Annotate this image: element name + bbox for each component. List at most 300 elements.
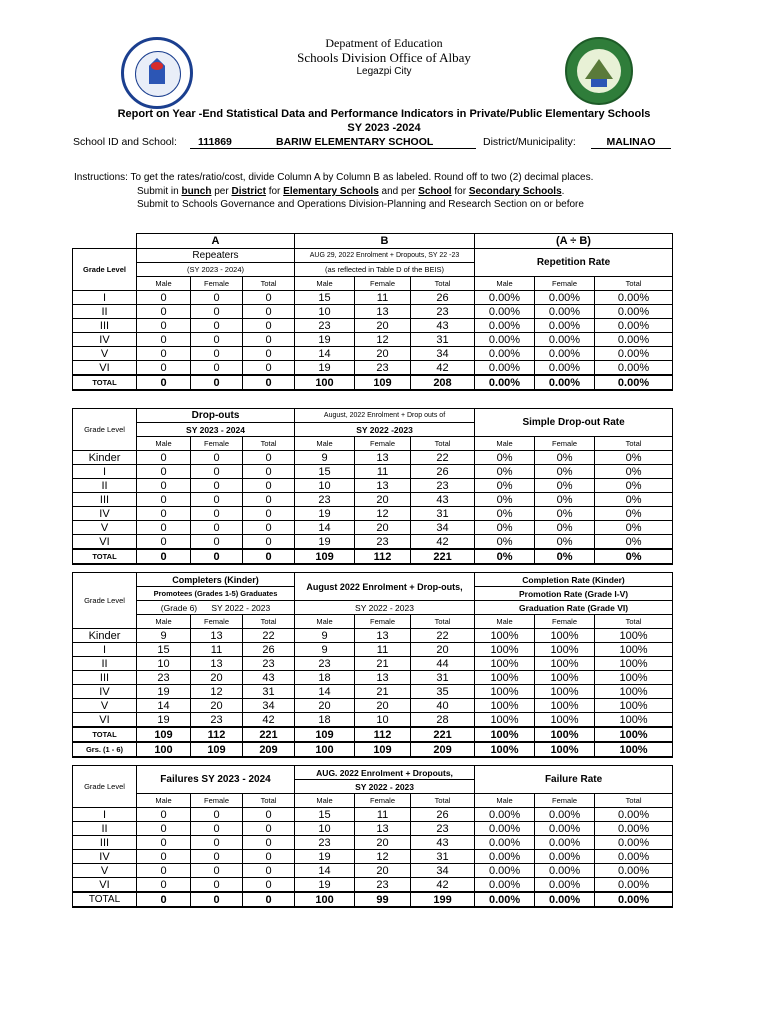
value-cell: 0: [191, 333, 243, 347]
value-cell: 0: [243, 319, 295, 333]
value-cell: 112: [191, 727, 243, 742]
value-cell: 0: [137, 319, 191, 333]
table-row: [73, 808, 673, 822]
value-cell: 0.00%: [535, 347, 595, 361]
table-row: [73, 305, 673, 319]
grade-cell: IV: [73, 850, 137, 864]
value-cell: 0.00%: [595, 864, 673, 878]
total-row: [73, 742, 673, 757]
value-cell: 0: [243, 347, 295, 361]
value-cell: 0: [243, 892, 295, 907]
subheader-male: Male: [295, 277, 355, 291]
enrolment-sy: SY 2022 - 2023: [295, 780, 475, 794]
value-cell: 13: [191, 629, 243, 643]
value-cell: 0%: [595, 535, 673, 550]
value-cell: 20: [355, 347, 411, 361]
value-cell: 42: [411, 361, 475, 376]
value-cell: 43: [411, 493, 475, 507]
value-cell: 0: [243, 535, 295, 550]
enrolment-label: August 2022 Enrolment + Drop-outs,: [295, 573, 475, 601]
value-cell: 109: [355, 375, 411, 390]
value-cell: 0: [191, 493, 243, 507]
value-cell: 28: [411, 713, 475, 728]
value-cell: 0%: [475, 465, 535, 479]
value-cell: 99: [355, 892, 411, 907]
value-cell: 0: [191, 850, 243, 864]
value-cell: 0.00%: [535, 361, 595, 376]
grade-cell: IV: [73, 333, 137, 347]
value-cell: 0.00%: [475, 850, 535, 864]
value-cell: 100: [295, 375, 355, 390]
value-cell: 13: [355, 822, 411, 836]
grade-cell: V: [73, 521, 137, 535]
value-cell: 34: [411, 521, 475, 535]
value-cell: 44: [411, 657, 475, 671]
value-cell: 0.00%: [595, 878, 673, 893]
enrolment-label: AUG. 2022 Enrolment + Dropouts,: [295, 766, 475, 780]
value-cell: 18: [295, 671, 355, 685]
value-cell: 109: [191, 742, 243, 757]
value-cell: 100%: [535, 643, 595, 657]
value-cell: 0.00%: [595, 319, 673, 333]
value-cell: 100%: [475, 685, 535, 699]
value-cell: 0.00%: [535, 878, 595, 893]
value-cell: 100%: [595, 713, 673, 728]
value-cell: 100%: [475, 671, 535, 685]
value-cell: 208: [411, 375, 475, 390]
value-cell: 221: [411, 549, 475, 564]
value-cell: 20: [355, 864, 411, 878]
subheader-female: Female: [191, 794, 243, 808]
value-cell: 0%: [535, 479, 595, 493]
value-cell: 0.00%: [535, 808, 595, 822]
grade-level-label: Grade Level: [73, 573, 137, 629]
subheader-total: Total: [411, 615, 475, 629]
subheader-female: Female: [191, 615, 243, 629]
grade-cell: Kinder: [73, 451, 137, 465]
school-id: 111869: [190, 136, 278, 149]
value-cell: 10: [137, 657, 191, 671]
sub-header-row: [73, 794, 673, 808]
table-row: [73, 643, 673, 657]
value-cell: 23: [295, 319, 355, 333]
value-cell: 100%: [475, 643, 535, 657]
dropout-body: [73, 451, 673, 565]
subheader-male: Male: [137, 794, 191, 808]
value-cell: 0.00%: [595, 347, 673, 361]
grade-cell: TOTAL: [73, 892, 137, 907]
value-cell: 0: [243, 836, 295, 850]
subheader-female: Female: [355, 794, 411, 808]
value-cell: 13: [355, 629, 411, 643]
grade-cell: II: [73, 822, 137, 836]
dropout-table: [72, 408, 673, 565]
value-cell: 0: [191, 808, 243, 822]
grade-cell: VI: [73, 713, 137, 728]
value-cell: 199: [411, 892, 475, 907]
value-cell: 0%: [595, 451, 673, 465]
value-cell: 109: [137, 727, 191, 742]
value-cell: 0.00%: [535, 375, 595, 390]
value-cell: 10: [295, 822, 355, 836]
value-cell: 13: [191, 657, 243, 671]
subheader-female: Female: [355, 615, 411, 629]
value-cell: 0.00%: [535, 836, 595, 850]
value-cell: 0: [137, 521, 191, 535]
value-cell: 0: [191, 465, 243, 479]
value-cell: 0: [137, 836, 191, 850]
value-cell: 0: [191, 375, 243, 390]
failure-table: [72, 765, 673, 908]
value-cell: 12: [355, 333, 411, 347]
value-cell: 19: [295, 535, 355, 550]
value-cell: 0: [137, 361, 191, 376]
grade-cell: I: [73, 643, 137, 657]
value-cell: 0.00%: [475, 892, 535, 907]
subheader-total: Total: [411, 794, 475, 808]
value-cell: 0.00%: [535, 892, 595, 907]
graduation-rate-label: Graduation Rate (Grade VI): [475, 601, 673, 615]
value-cell: 14: [295, 685, 355, 699]
grade-cell: III: [73, 671, 137, 685]
value-cell: 10: [355, 713, 411, 728]
value-cell: 0.00%: [475, 878, 535, 893]
value-cell: 100%: [595, 629, 673, 643]
value-cell: 0: [137, 878, 191, 893]
value-cell: 0%: [535, 493, 595, 507]
value-cell: 0.00%: [475, 822, 535, 836]
dropouts-label: Drop-outs: [137, 409, 295, 423]
district-value: MALINAO: [591, 136, 671, 149]
value-cell: 0.00%: [595, 850, 673, 864]
value-cell: 0%: [475, 451, 535, 465]
value-cell: 23: [411, 305, 475, 319]
value-cell: 0: [191, 822, 243, 836]
value-cell: 0.00%: [595, 333, 673, 347]
school-label: School ID and School:: [73, 136, 177, 148]
value-cell: 0: [191, 305, 243, 319]
value-cell: 0: [243, 333, 295, 347]
subheader-male: Male: [295, 615, 355, 629]
repetition-body: [73, 291, 673, 391]
value-cell: 109: [355, 742, 411, 757]
failures-label: Failures SY 2023 - 2024: [137, 766, 295, 794]
value-cell: 23: [295, 657, 355, 671]
value-cell: 0: [243, 305, 295, 319]
value-cell: 0.00%: [595, 305, 673, 319]
value-cell: 34: [411, 864, 475, 878]
value-cell: 23: [295, 836, 355, 850]
value-cell: 0: [243, 850, 295, 864]
value-cell: 13: [355, 479, 411, 493]
header-division: Schools Division Office of Albay: [297, 50, 471, 65]
value-cell: 0.00%: [475, 361, 535, 376]
value-cell: 15: [295, 465, 355, 479]
value-cell: 0%: [475, 521, 535, 535]
value-cell: 20: [191, 671, 243, 685]
value-cell: 10: [295, 479, 355, 493]
value-cell: 18: [295, 713, 355, 728]
value-cell: 0: [137, 864, 191, 878]
value-cell: 19: [295, 361, 355, 376]
value-cell: 100%: [595, 699, 673, 713]
subheader-total: Total: [243, 615, 295, 629]
value-cell: 221: [411, 727, 475, 742]
table-row: [73, 361, 673, 376]
subheader-male: Male: [475, 277, 535, 291]
value-cell: 9: [295, 451, 355, 465]
value-cell: 100%: [475, 727, 535, 742]
instructions-line2: Submit in bunch per District for Elementary Schools and per School for Secondary Schools.: [137, 186, 565, 197]
value-cell: 31: [243, 685, 295, 699]
value-cell: 23: [295, 493, 355, 507]
value-cell: 0: [191, 507, 243, 521]
value-cell: 0: [191, 864, 243, 878]
subheader-total: Total: [595, 615, 673, 629]
value-cell: 0.00%: [475, 347, 535, 361]
school-name: BARIW ELEMENTARY SCHOOL: [276, 136, 476, 149]
total-row: [73, 549, 673, 564]
enrolment-label: August, 2022 Enrolment + Drop outs of: [295, 409, 475, 423]
value-cell: 0: [191, 549, 243, 564]
value-cell: 112: [355, 727, 411, 742]
value-cell: 209: [243, 742, 295, 757]
value-cell: 0.00%: [535, 319, 595, 333]
grade-cell: III: [73, 319, 137, 333]
value-cell: 0: [137, 822, 191, 836]
value-cell: 34: [411, 347, 475, 361]
value-cell: 0%: [535, 507, 595, 521]
value-cell: 0: [243, 361, 295, 376]
enrolment-sy: SY 2022 - 2023: [295, 601, 475, 615]
value-cell: 100%: [535, 727, 595, 742]
table-row: [73, 671, 673, 685]
dropout-rate-label: Simple Drop-out Rate: [475, 409, 673, 437]
value-cell: 0: [191, 291, 243, 305]
value-cell: 0: [137, 375, 191, 390]
value-cell: 0%: [475, 535, 535, 550]
col-a-head: A: [137, 234, 295, 249]
table-row: [73, 657, 673, 671]
subheader-female: Female: [535, 437, 595, 451]
repetition-rate-label: Repetition Rate: [475, 249, 673, 277]
value-cell: 12: [355, 507, 411, 521]
value-cell: 100%: [595, 671, 673, 685]
table-row: [73, 521, 673, 535]
value-cell: 21: [355, 685, 411, 699]
value-cell: 12: [191, 685, 243, 699]
value-cell: 0: [137, 479, 191, 493]
grade-cell: TOTAL: [73, 549, 137, 564]
value-cell: 23: [411, 822, 475, 836]
enrolment-note: (as reflected in Table D of the BEIS): [295, 263, 475, 277]
value-cell: 0.00%: [475, 305, 535, 319]
grade-cell: VI: [73, 361, 137, 376]
graduates-sy: (Grade 6) SY 2022 - 2023: [137, 601, 295, 615]
subheader-female: Female: [191, 277, 243, 291]
grade-cell: IV: [73, 685, 137, 699]
table-row: [73, 699, 673, 713]
col-ab-head: (A ÷ B): [475, 234, 673, 249]
value-cell: 9: [137, 629, 191, 643]
value-cell: 0%: [595, 493, 673, 507]
grade-cell: TOTAL: [73, 375, 137, 390]
subheader-female: Female: [535, 794, 595, 808]
value-cell: 100%: [475, 699, 535, 713]
value-cell: 22: [411, 451, 475, 465]
table-row: [73, 836, 673, 850]
value-cell: 0: [191, 535, 243, 550]
value-cell: 0: [243, 549, 295, 564]
value-cell: 100: [137, 742, 191, 757]
value-cell: 0: [191, 361, 243, 376]
completers-label: Completers (Kinder): [137, 573, 295, 587]
value-cell: 26: [411, 808, 475, 822]
completion-rate-label: Completion Rate (Kinder): [475, 573, 673, 587]
value-cell: 0: [243, 291, 295, 305]
subheader-total: Total: [411, 277, 475, 291]
grade-cell: Kinder: [73, 629, 137, 643]
value-cell: 0.00%: [475, 319, 535, 333]
value-cell: 100%: [535, 671, 595, 685]
subheader-female: Female: [355, 437, 411, 451]
subheader-male: Male: [475, 794, 535, 808]
table-row: [73, 479, 673, 493]
subheader-female: Female: [535, 277, 595, 291]
value-cell: 0: [243, 878, 295, 893]
value-cell: 20: [295, 699, 355, 713]
value-cell: 0: [137, 465, 191, 479]
value-cell: 23: [411, 479, 475, 493]
value-cell: 0.00%: [595, 361, 673, 376]
value-cell: 11: [355, 808, 411, 822]
value-cell: 0%: [595, 549, 673, 564]
report-sy: SY 2023 -2024: [347, 122, 421, 134]
grade-cell: V: [73, 864, 137, 878]
value-cell: 0.00%: [595, 836, 673, 850]
table-row: [73, 319, 673, 333]
grade-cell: II: [73, 657, 137, 671]
value-cell: 0%: [535, 521, 595, 535]
promotion-rate-label: Promotion Rate (Grade I-V): [475, 587, 673, 601]
grade-cell: TOTAL: [73, 727, 137, 742]
value-cell: 0: [191, 451, 243, 465]
repetition-table: [72, 233, 673, 391]
subheader-female: Female: [355, 277, 411, 291]
value-cell: 14: [295, 864, 355, 878]
value-cell: 43: [411, 319, 475, 333]
value-cell: 0: [137, 493, 191, 507]
value-cell: 0: [243, 808, 295, 822]
value-cell: 100%: [535, 742, 595, 757]
grade-cell: I: [73, 465, 137, 479]
value-cell: 100%: [535, 699, 595, 713]
value-cell: 11: [191, 643, 243, 657]
failure-rate-label: Failure Rate: [475, 766, 673, 794]
value-cell: 0.00%: [535, 864, 595, 878]
sub-header-row: [73, 615, 673, 629]
value-cell: 0: [191, 479, 243, 493]
value-cell: 20: [355, 699, 411, 713]
value-cell: 0: [243, 479, 295, 493]
value-cell: 20: [355, 521, 411, 535]
value-cell: 23: [355, 878, 411, 893]
value-cell: 13: [355, 451, 411, 465]
failure-body: [73, 808, 673, 908]
col-b-head: B: [295, 234, 475, 249]
grade-level-label: Grade Level: [73, 766, 137, 808]
repeaters-sy: (SY 2023 - 2024): [137, 263, 295, 277]
value-cell: 20: [191, 699, 243, 713]
value-cell: 0: [137, 850, 191, 864]
value-cell: 0: [137, 549, 191, 564]
value-cell: 221: [243, 727, 295, 742]
subheader-total: Total: [595, 277, 673, 291]
grade-level-label: Grade Level: [73, 249, 137, 291]
value-cell: 0: [191, 878, 243, 893]
value-cell: 0.00%: [475, 375, 535, 390]
value-cell: 0: [191, 319, 243, 333]
value-cell: 109: [295, 549, 355, 564]
blank-cell: [73, 234, 137, 249]
value-cell: 11: [355, 643, 411, 657]
instructions-line3: Submit to Schools Governance and Operations Division-Planning and Research Section on or before: [137, 199, 584, 210]
subheader-female: Female: [535, 615, 595, 629]
table-row: [73, 493, 673, 507]
value-cell: 0%: [475, 549, 535, 564]
subheader-male: Male: [137, 615, 191, 629]
report-title: Report on Year -End Statistical Data and Performance Indicators in Private/Public Elementary Schools: [117, 108, 651, 120]
table-row: [73, 535, 673, 550]
value-cell: 26: [411, 291, 475, 305]
value-cell: 23: [137, 671, 191, 685]
district-label: District/Municipality:: [483, 136, 576, 148]
value-cell: 0%: [475, 507, 535, 521]
table-row: [73, 291, 673, 305]
value-cell: 0.00%: [595, 822, 673, 836]
completion-table: [72, 572, 673, 758]
value-cell: 0: [191, 836, 243, 850]
value-cell: 0: [243, 822, 295, 836]
value-cell: 0: [191, 892, 243, 907]
sub-header-row: [73, 277, 673, 291]
value-cell: 100%: [535, 713, 595, 728]
value-cell: 100%: [595, 685, 673, 699]
value-cell: 0.00%: [535, 291, 595, 305]
value-cell: 0.00%: [535, 333, 595, 347]
grade-cell: II: [73, 479, 137, 493]
table-row: [73, 333, 673, 347]
grade-cell: III: [73, 493, 137, 507]
value-cell: 0: [243, 864, 295, 878]
grade-level-label: Grade Level: [73, 409, 137, 451]
value-cell: 0: [243, 451, 295, 465]
table-row: [73, 465, 673, 479]
promotees-label: Promotees (Grades 1-5) Graduates: [137, 587, 295, 601]
value-cell: 100%: [595, 657, 673, 671]
value-cell: 31: [411, 850, 475, 864]
value-cell: 40: [411, 699, 475, 713]
value-cell: 0: [243, 493, 295, 507]
value-cell: 0.00%: [475, 864, 535, 878]
value-cell: 11: [355, 291, 411, 305]
value-cell: 0%: [535, 465, 595, 479]
header-city: Legazpi City: [356, 66, 412, 77]
table-row: [73, 685, 673, 699]
value-cell: 13: [355, 305, 411, 319]
value-cell: 100%: [475, 629, 535, 643]
value-cell: 13: [355, 671, 411, 685]
